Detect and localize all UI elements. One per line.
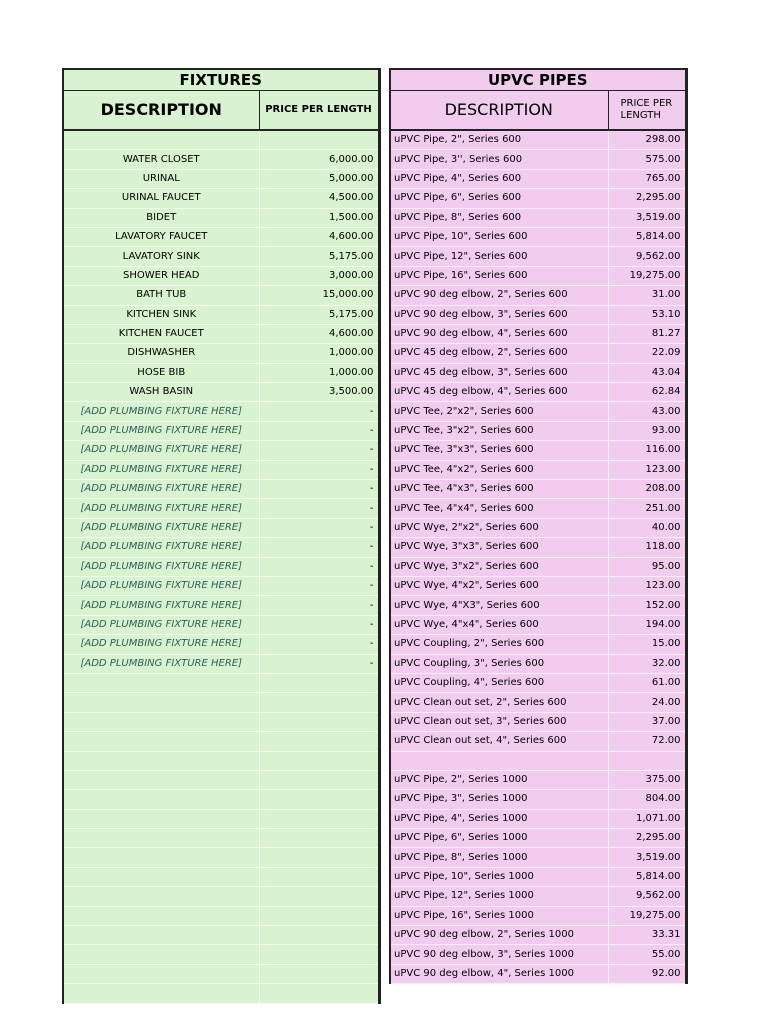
fixtures-cell-description[interactable]: DISHWASHER: [63, 344, 259, 363]
fixtures-cell-price[interactable]: -: [259, 557, 379, 576]
pipes-cell-description[interactable]: uPVC 90 deg elbow, 4", Series 600: [390, 324, 608, 343]
pipes-cell-price[interactable]: 37.00: [608, 712, 686, 731]
fixtures-row[interactable]: [63, 867, 379, 886]
fixtures-row[interactable]: [63, 266, 379, 285]
pipes-cell-description[interactable]: uPVC Wye, 4"X3", Series 600: [390, 596, 608, 615]
pipes-cell-description[interactable]: uPVC Wye, 2"x2", Series 600: [390, 518, 608, 537]
fixtures-cell-price[interactable]: -: [259, 441, 379, 460]
fixtures-cell-description[interactable]: URINAL: [63, 169, 259, 188]
pipes-cell-description[interactable]: uPVC Pipe, 12", Series 1000: [390, 887, 608, 906]
pipes-cell-price[interactable]: 19,275.00: [608, 266, 686, 285]
pipes-cell-price[interactable]: 123.00: [608, 460, 686, 479]
fixtures-title: FIXTURES: [63, 69, 379, 91]
fixtures-row[interactable]: [63, 460, 379, 479]
fixtures-row[interactable]: [63, 732, 379, 751]
pipes-col-description: DESCRIPTION: [390, 91, 608, 131]
fixtures-cell-description[interactable]: [ADD PLUMBING FIXTURE HERE]: [63, 615, 259, 634]
pipes-row[interactable]: [390, 480, 686, 499]
fixtures-cell-description[interactable]: KITCHEN FAUCET: [63, 324, 259, 343]
fixtures-row[interactable]: [63, 809, 379, 828]
pipes-cell-price[interactable]: 298.00: [608, 130, 686, 150]
fixtures-row[interactable]: [63, 984, 379, 1003]
pipes-cell-price[interactable]: 5,814.00: [608, 867, 686, 886]
pipes-cell-price[interactable]: 3,519.00: [608, 848, 686, 867]
pipes-cell-description[interactable]: uPVC Pipe, 2", Series 600: [390, 130, 608, 150]
pipes-row[interactable]: [390, 460, 686, 479]
pipes-cell-description[interactable]: uPVC 45 deg elbow, 3", Series 600: [390, 363, 608, 382]
pipes-cell-description[interactable]: uPVC Pipe, 10", Series 1000: [390, 867, 608, 886]
fixtures-cell-description[interactable]: [63, 809, 259, 828]
fixtures-row[interactable]: [63, 305, 379, 324]
pipes-cell-description[interactable]: uPVC Coupling, 4", Series 600: [390, 673, 608, 692]
fixtures-cell-description[interactable]: [63, 945, 259, 964]
fixtures-row[interactable]: [63, 421, 379, 440]
pipes-cell-description[interactable]: uPVC Wye, 3"x2", Series 600: [390, 557, 608, 576]
fixtures-cell-description[interactable]: HOSE BIB: [63, 363, 259, 382]
pipes-cell-description[interactable]: uPVC Tee, 2"x2", Series 600: [390, 402, 608, 421]
pipes-cell-description[interactable]: uPVC Wye, 4"x2", Series 600: [390, 576, 608, 595]
pipes-cell-price[interactable]: 95.00: [608, 557, 686, 576]
fixtures-row[interactable]: [63, 751, 379, 770]
pipes-cell-description[interactable]: uPVC Pipe, 16", Series 600: [390, 266, 608, 285]
pipes-cell-description[interactable]: uPVC 90 deg elbow, 3", Series 600: [390, 305, 608, 324]
fixtures-row[interactable]: [63, 615, 379, 634]
fixtures-cell-price[interactable]: 6,000.00: [259, 150, 379, 169]
fixtures-cell-price[interactable]: 1,000.00: [259, 363, 379, 382]
pipes-row[interactable]: [390, 130, 686, 150]
pipes-cell-price[interactable]: 251.00: [608, 499, 686, 518]
pipes-cell-description[interactable]: uPVC Pipe, 4", Series 1000: [390, 809, 608, 828]
fixtures-row[interactable]: [63, 906, 379, 925]
pipes-col-price: PRICE PER LENGTH: [608, 91, 686, 131]
fixtures-cell-description[interactable]: [63, 964, 259, 983]
pipes-row[interactable]: [390, 227, 686, 246]
pipes-row[interactable]: [390, 615, 686, 634]
pipes-row[interactable]: [390, 557, 686, 576]
fixtures-col-description: DESCRIPTION: [63, 91, 259, 131]
fixtures-cell-description[interactable]: URINAL FAUCET: [63, 189, 259, 208]
upvc-pipes-table: [389, 68, 685, 984]
fixtures-row[interactable]: [63, 150, 379, 169]
fixtures-row[interactable]: [63, 964, 379, 983]
fixtures-cell-description[interactable]: [63, 984, 259, 1003]
fixtures-row[interactable]: [63, 344, 379, 363]
fixtures-cell-price[interactable]: -: [259, 654, 379, 673]
fixtures-cell-description[interactable]: [ADD PLUMBING FIXTURE HERE]: [63, 557, 259, 576]
pipes-cell-price[interactable]: 575.00: [608, 150, 686, 169]
fixtures-cell-description[interactable]: [ADD PLUMBING FIXTURE HERE]: [63, 460, 259, 479]
fixtures-cell-price[interactable]: [259, 790, 379, 809]
pipes-cell-description[interactable]: uPVC Tee, 4"x2", Series 600: [390, 460, 608, 479]
pipes-cell-price[interactable]: 61.00: [608, 673, 686, 692]
fixtures-cell-description[interactable]: [ADD PLUMBING FIXTURE HERE]: [63, 499, 259, 518]
pipes-cell-description[interactable]: uPVC 90 deg elbow, 2", Series 1000: [390, 926, 608, 945]
fixtures-cell-price[interactable]: [259, 829, 379, 848]
pipes-cell-price[interactable]: 33.31: [608, 926, 686, 945]
pipes-cell-description[interactable]: uPVC Clean out set, 4", Series 600: [390, 732, 608, 751]
pipes-cell-description[interactable]: uPVC Clean out set, 3", Series 600: [390, 712, 608, 731]
pipes-cell-price[interactable]: 15.00: [608, 635, 686, 654]
pipes-row[interactable]: [390, 421, 686, 440]
fixtures-cell-description[interactable]: [63, 926, 259, 945]
pipes-cell-price[interactable]: 43.00: [608, 402, 686, 421]
fixtures-row[interactable]: [63, 208, 379, 227]
pipes-cell-price[interactable]: 9,562.00: [608, 247, 686, 266]
fixtures-row[interactable]: [63, 770, 379, 789]
pipes-cell-price[interactable]: 208.00: [608, 480, 686, 499]
pipes-cell-description[interactable]: uPVC Clean out set, 2", Series 600: [390, 693, 608, 712]
fixtures-row[interactable]: [63, 480, 379, 499]
pipes-header-row: [390, 91, 686, 131]
pipes-cell-price[interactable]: 22.09: [608, 344, 686, 363]
pipes-cell-description[interactable]: uPVC Pipe, 3", Series 1000: [390, 790, 608, 809]
pipes-row[interactable]: [390, 732, 686, 751]
pipes-cell-description[interactable]: uPVC Tee, 3"x2", Series 600: [390, 421, 608, 440]
pipes-row[interactable]: [390, 538, 686, 557]
pipes-cell-price[interactable]: 2,295.00: [608, 829, 686, 848]
fixtures-cell-description[interactable]: [63, 887, 259, 906]
pipes-row[interactable]: [390, 964, 686, 983]
pipes-cell-description[interactable]: uPVC Tee, 4"x4", Series 600: [390, 499, 608, 518]
fixtures-cell-description[interactable]: [ADD PLUMBING FIXTURE HERE]: [63, 596, 259, 615]
fixtures-cell-price[interactable]: 5,175.00: [259, 247, 379, 266]
pipes-cell-price[interactable]: 24.00: [608, 693, 686, 712]
fixtures-row[interactable]: [63, 887, 379, 906]
pipes-cell-price[interactable]: 9,562.00: [608, 887, 686, 906]
pipes-row[interactable]: [390, 945, 686, 964]
pipes-row[interactable]: [390, 887, 686, 906]
fixtures-cell-description[interactable]: [ADD PLUMBING FIXTURE HERE]: [63, 421, 259, 440]
pipes-row[interactable]: [390, 576, 686, 595]
pipes-cell-description[interactable]: uPVC Coupling, 3", Series 600: [390, 654, 608, 673]
fixtures-cell-price[interactable]: -: [259, 615, 379, 634]
pipes-cell-description[interactable]: uPVC 45 deg elbow, 2", Series 600: [390, 344, 608, 363]
pipes-cell-price[interactable]: [608, 751, 686, 770]
fixtures-row[interactable]: [63, 673, 379, 692]
pipes-row[interactable]: [390, 383, 686, 402]
fixtures-cell-description[interactable]: LAVATORY SINK: [63, 247, 259, 266]
pipes-cell-description[interactable]: [390, 751, 608, 770]
fixtures-row[interactable]: [63, 402, 379, 421]
fixtures-cell-price[interactable]: 1,000.00: [259, 344, 379, 363]
fixtures-cell-price[interactable]: 4,600.00: [259, 324, 379, 343]
pipes-cell-description[interactable]: uPVC Pipe, 10", Series 600: [390, 227, 608, 246]
pipes-row[interactable]: [390, 848, 686, 867]
fixtures-row[interactable]: [63, 363, 379, 382]
fixtures-cell-price[interactable]: [259, 732, 379, 751]
pipes-row[interactable]: [390, 654, 686, 673]
pipes-row[interactable]: [390, 344, 686, 363]
fixtures-cell-price[interactable]: -: [259, 518, 379, 537]
fixtures-row[interactable]: [63, 189, 379, 208]
fixtures-cell-price[interactable]: -: [259, 402, 379, 421]
fixtures-cell-description[interactable]: [ADD PLUMBING FIXTURE HERE]: [63, 654, 259, 673]
pipes-cell-price[interactable]: 123.00: [608, 576, 686, 595]
fixtures-cell-price[interactable]: -: [259, 538, 379, 557]
fixtures-row[interactable]: [63, 848, 379, 867]
fixtures-row[interactable]: [63, 926, 379, 945]
fixtures-cell-price[interactable]: 15,000.00: [259, 286, 379, 305]
fixtures-cell-description[interactable]: [63, 867, 259, 886]
pipes-row[interactable]: [390, 208, 686, 227]
fixtures-cell-price[interactable]: [259, 130, 379, 150]
pipes-cell-price[interactable]: 375.00: [608, 770, 686, 789]
fixtures-cell-description[interactable]: BIDET: [63, 208, 259, 227]
pipes-row[interactable]: [390, 712, 686, 731]
fixtures-cell-description[interactable]: [ADD PLUMBING FIXTURE HERE]: [63, 635, 259, 654]
fixtures-cell-price[interactable]: 3,500.00: [259, 383, 379, 402]
pipes-row[interactable]: [390, 693, 686, 712]
fixtures-cell-price[interactable]: [259, 945, 379, 964]
pipes-row[interactable]: [390, 635, 686, 654]
fixtures-row[interactable]: [63, 557, 379, 576]
fixtures-table: [62, 68, 378, 1004]
pipes-cell-description[interactable]: uPVC Wye, 3"x3", Series 600: [390, 538, 608, 557]
pipes-sheet: [389, 68, 688, 984]
pipes-cell-description[interactable]: uPVC Coupling, 2", Series 600: [390, 635, 608, 654]
fixtures-cell-description[interactable]: LAVATORY FAUCET: [63, 227, 259, 246]
pipes-cell-price[interactable]: 194.00: [608, 615, 686, 634]
fixtures-cell-price[interactable]: 1,500.00: [259, 208, 379, 227]
fixtures-cell-price[interactable]: [259, 751, 379, 770]
fixtures-title-row: [63, 69, 379, 91]
pipes-row[interactable]: [390, 790, 686, 809]
pipes-row[interactable]: [390, 189, 686, 208]
pipes-cell-price[interactable]: 43.04: [608, 363, 686, 382]
fixtures-cell-description[interactable]: SHOWER HEAD: [63, 266, 259, 285]
fixtures-row[interactable]: [63, 576, 379, 595]
fixtures-row[interactable]: [63, 247, 379, 266]
fixtures-cell-description[interactable]: [63, 732, 259, 751]
pipes-row[interactable]: [390, 286, 686, 305]
fixtures-cell-price[interactable]: [259, 906, 379, 925]
fixtures-cell-description[interactable]: [63, 693, 259, 712]
fixtures-cell-price[interactable]: [259, 770, 379, 789]
fixtures-cell-description[interactable]: [63, 712, 259, 731]
fixtures-row[interactable]: [63, 829, 379, 848]
fixtures-row[interactable]: [63, 130, 379, 150]
pipes-row[interactable]: [390, 266, 686, 285]
pipes-row[interactable]: [390, 247, 686, 266]
fixtures-cell-description[interactable]: [ADD PLUMBING FIXTURE HERE]: [63, 538, 259, 557]
fixtures-cell-price[interactable]: [259, 673, 379, 692]
fixtures-cell-price[interactable]: [259, 926, 379, 945]
pipes-cell-description[interactable]: uPVC Pipe, 8", Series 1000: [390, 848, 608, 867]
fixtures-cell-description[interactable]: [ADD PLUMBING FIXTURE HERE]: [63, 480, 259, 499]
fixtures-cell-description[interactable]: WATER CLOSET: [63, 150, 259, 169]
fixtures-cell-price[interactable]: -: [259, 499, 379, 518]
fixtures-row[interactable]: [63, 324, 379, 343]
fixtures-cell-price[interactable]: [259, 848, 379, 867]
fixtures-cell-price[interactable]: 4,600.00: [259, 227, 379, 246]
fixtures-cell-price[interactable]: -: [259, 576, 379, 595]
fixtures-cell-price[interactable]: -: [259, 460, 379, 479]
fixtures-row[interactable]: [63, 538, 379, 557]
pipes-cell-price[interactable]: 5,814.00: [608, 227, 686, 246]
pipes-row[interactable]: [390, 926, 686, 945]
pipes-title-row: [390, 69, 686, 91]
pipes-cell-price[interactable]: 19,275.00: [608, 906, 686, 925]
pipes-row[interactable]: [390, 906, 686, 925]
fixtures-row[interactable]: [63, 712, 379, 731]
pipes-cell-price[interactable]: 55.00: [608, 945, 686, 964]
pipes-row[interactable]: [390, 441, 686, 460]
fixtures-cell-description[interactable]: KITCHEN SINK: [63, 305, 259, 324]
pipes-cell-price[interactable]: 92.00: [608, 964, 686, 983]
pipes-cell-price[interactable]: 765.00: [608, 169, 686, 188]
fixtures-cell-price[interactable]: [259, 867, 379, 886]
pipes-cell-price[interactable]: 40.00: [608, 518, 686, 537]
pipes-cell-price[interactable]: 1,071.00: [608, 809, 686, 828]
pipes-cell-price[interactable]: 72.00: [608, 732, 686, 751]
fixtures-row[interactable]: [63, 654, 379, 673]
pipes-row[interactable]: [390, 402, 686, 421]
fixtures-cell-description[interactable]: [ADD PLUMBING FIXTURE HERE]: [63, 518, 259, 537]
pipes-cell-description[interactable]: uPVC Tee, 4"x3", Series 600: [390, 480, 608, 499]
fixtures-row[interactable]: [63, 169, 379, 188]
pipes-cell-price[interactable]: 81.27: [608, 324, 686, 343]
fixtures-cell-description[interactable]: [63, 829, 259, 848]
pipes-cell-price[interactable]: 62.84: [608, 383, 686, 402]
fixtures-cell-description[interactable]: [63, 751, 259, 770]
fixtures-cell-price[interactable]: [259, 984, 379, 1003]
pipes-cell-description[interactable]: uPVC 90 deg elbow, 3", Series 1000: [390, 945, 608, 964]
fixtures-cell-description[interactable]: [ADD PLUMBING FIXTURE HERE]: [63, 441, 259, 460]
fixtures-cell-description[interactable]: BATH TUB: [63, 286, 259, 305]
pipes-cell-description[interactable]: uPVC Pipe, 12", Series 600: [390, 247, 608, 266]
pipes-cell-price[interactable]: 93.00: [608, 421, 686, 440]
fixtures-row[interactable]: [63, 790, 379, 809]
fixtures-cell-price[interactable]: 5,000.00: [259, 169, 379, 188]
fixtures-cell-price[interactable]: -: [259, 480, 379, 499]
pipes-cell-price[interactable]: 152.00: [608, 596, 686, 615]
fixtures-cell-price[interactable]: [259, 809, 379, 828]
fixtures-cell-description[interactable]: [63, 770, 259, 789]
fixtures-header-row: [63, 91, 379, 131]
pipes-row[interactable]: [390, 305, 686, 324]
fixtures-row[interactable]: [63, 227, 379, 246]
pipes-cell-description[interactable]: uPVC 45 deg elbow, 4", Series 600: [390, 383, 608, 402]
fixtures-row[interactable]: [63, 441, 379, 460]
fixtures-row[interactable]: [63, 518, 379, 537]
pipes-row[interactable]: [390, 673, 686, 692]
fixtures-cell-description[interactable]: [63, 790, 259, 809]
fixtures-row[interactable]: [63, 635, 379, 654]
pipes-row[interactable]: [390, 499, 686, 518]
pipes-row[interactable]: [390, 150, 686, 169]
fixtures-row[interactable]: [63, 286, 379, 305]
pipes-row[interactable]: [390, 363, 686, 382]
fixtures-cell-price[interactable]: [259, 887, 379, 906]
pipes-row[interactable]: [390, 829, 686, 848]
fixtures-cell-description[interactable]: [63, 673, 259, 692]
fixtures-col-price: PRICE PER LENGTH: [259, 91, 379, 131]
fixtures-row[interactable]: [63, 499, 379, 518]
pipes-cell-description[interactable]: uPVC 90 deg elbow, 4", Series 1000: [390, 964, 608, 983]
fixtures-cell-price[interactable]: [259, 693, 379, 712]
fixtures-row[interactable]: [63, 383, 379, 402]
pipes-row[interactable]: [390, 751, 686, 770]
pipes-cell-price[interactable]: 804.00: [608, 790, 686, 809]
fixtures-row[interactable]: [63, 945, 379, 964]
fixtures-cell-price[interactable]: -: [259, 596, 379, 615]
fixtures-sheet: [62, 68, 381, 1004]
fixtures-cell-description[interactable]: [ADD PLUMBING FIXTURE HERE]: [63, 576, 259, 595]
pipes-row[interactable]: [390, 324, 686, 343]
fixtures-cell-description[interactable]: [63, 906, 259, 925]
pipes-row[interactable]: [390, 169, 686, 188]
fixtures-cell-price[interactable]: 3,000.00: [259, 266, 379, 285]
pipes-cell-description[interactable]: uPVC Pipe, 4", Series 600: [390, 169, 608, 188]
pipes-cell-price[interactable]: 2,295.00: [608, 189, 686, 208]
pipes-cell-price[interactable]: 116.00: [608, 441, 686, 460]
fixtures-row[interactable]: [63, 596, 379, 615]
pipes-cell-description[interactable]: uPVC Wye, 4"x4", Series 600: [390, 615, 608, 634]
pipes-cell-description[interactable]: uPVC Tee, 3"x3", Series 600: [390, 441, 608, 460]
fixtures-cell-description[interactable]: [63, 130, 259, 150]
fixtures-cell-description[interactable]: [63, 848, 259, 867]
pipes-cell-description[interactable]: uPVC Pipe, 8", Series 600: [390, 208, 608, 227]
fixtures-cell-price[interactable]: -: [259, 421, 379, 440]
pipes-cell-price[interactable]: 53.10: [608, 305, 686, 324]
fixtures-cell-price[interactable]: 4,500.00: [259, 189, 379, 208]
pipes-row[interactable]: [390, 518, 686, 537]
pipes-cell-price[interactable]: 31.00: [608, 286, 686, 305]
pipes-cell-description[interactable]: uPVC Pipe, 6", Series 600: [390, 189, 608, 208]
pipes-cell-description[interactable]: uPVC Pipe, 3'', Series 600: [390, 150, 608, 169]
pipes-row[interactable]: [390, 596, 686, 615]
fixtures-cell-price[interactable]: [259, 964, 379, 983]
pipes-row[interactable]: [390, 867, 686, 886]
pipes-row[interactable]: [390, 809, 686, 828]
fixtures-cell-price[interactable]: 5,175.00: [259, 305, 379, 324]
pipes-cell-description[interactable]: uPVC 90 deg elbow, 2", Series 600: [390, 286, 608, 305]
pipes-cell-price[interactable]: 118.00: [608, 538, 686, 557]
fixtures-row[interactable]: [63, 693, 379, 712]
pipes-cell-description[interactable]: uPVC Pipe, 2", Series 1000: [390, 770, 608, 789]
fixtures-cell-price[interactable]: -: [259, 635, 379, 654]
pipes-cell-description[interactable]: uPVC Pipe, 16", Series 1000: [390, 906, 608, 925]
pipes-cell-price[interactable]: 32.00: [608, 654, 686, 673]
pipes-cell-description[interactable]: uPVC Pipe, 6", Series 1000: [390, 829, 608, 848]
fixtures-cell-price[interactable]: [259, 712, 379, 731]
fixtures-cell-description[interactable]: [ADD PLUMBING FIXTURE HERE]: [63, 402, 259, 421]
pipes-row[interactable]: [390, 770, 686, 789]
pipes-title: UPVC PIPES: [390, 69, 686, 91]
pipes-cell-price[interactable]: 3,519.00: [608, 208, 686, 227]
fixtures-cell-description[interactable]: WASH BASIN: [63, 383, 259, 402]
